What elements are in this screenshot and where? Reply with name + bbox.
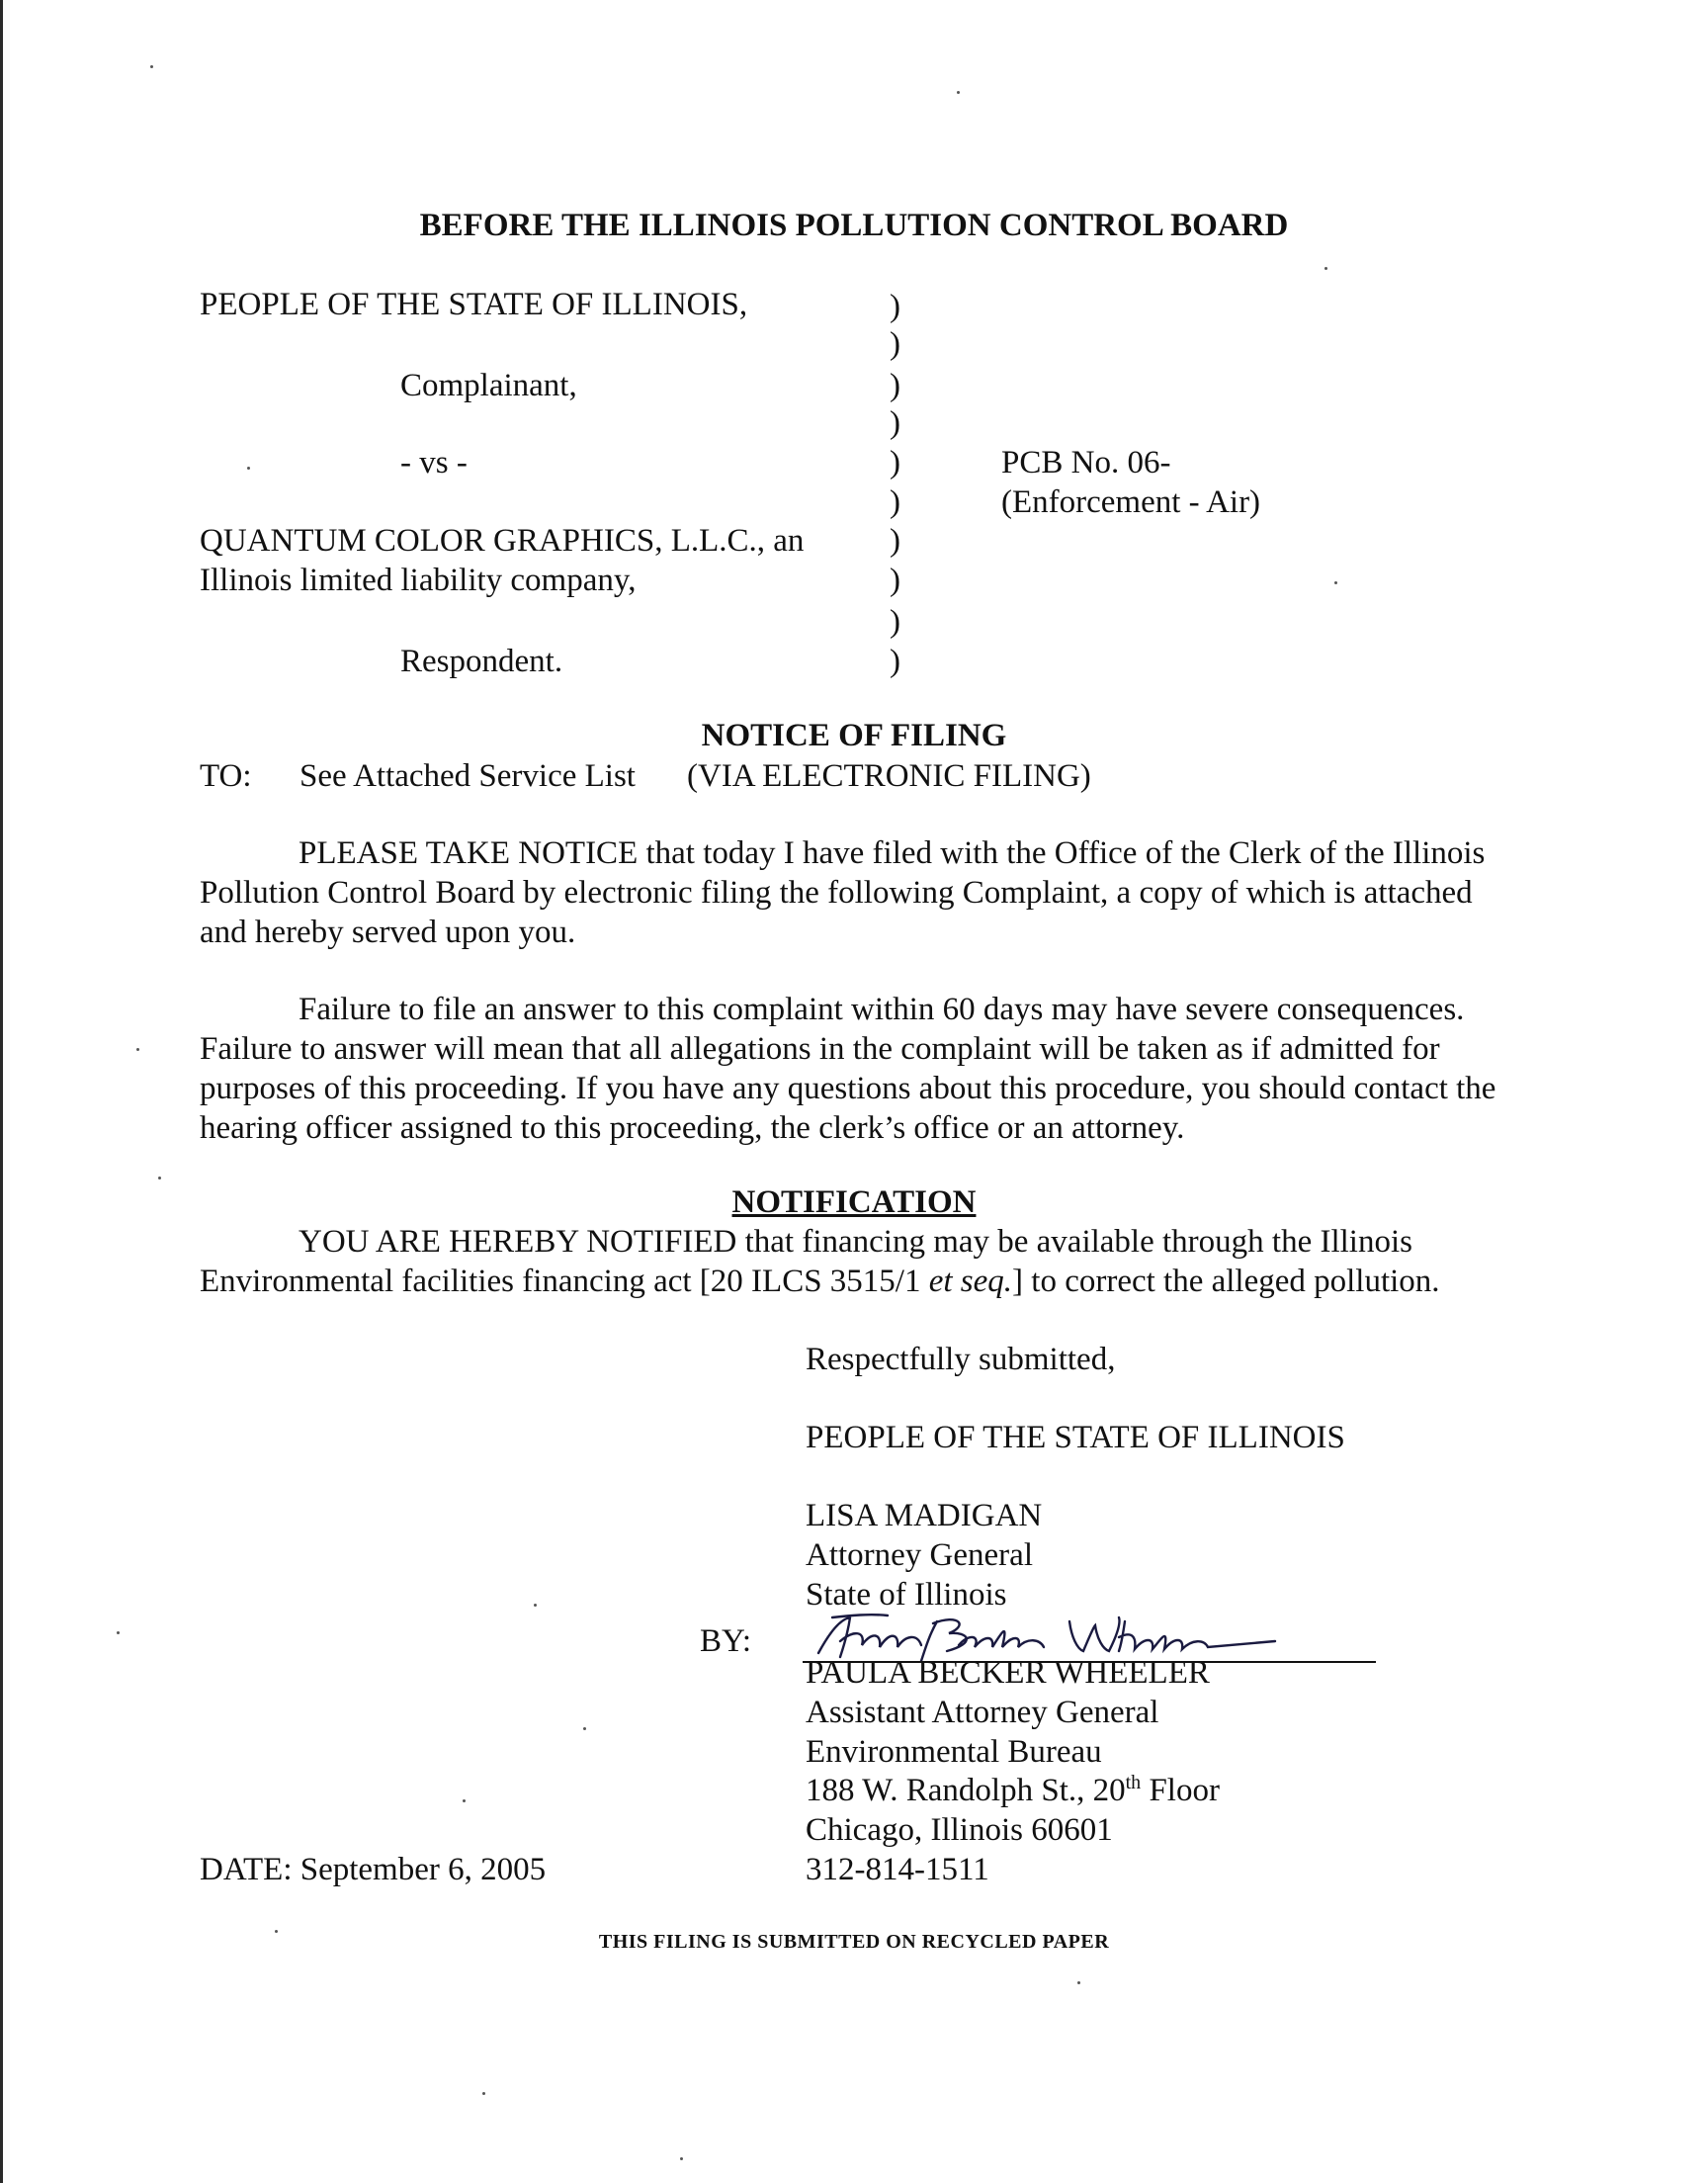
address-street-text: 188 W. Randolph St., 20	[806, 1773, 1126, 1808]
caption-paren: )	[890, 604, 900, 640]
to-value: See Attached Service List	[299, 758, 636, 794]
scan-speck	[247, 467, 250, 470]
notification-text-after: ] to correct the alleged pollution.	[1012, 1264, 1440, 1299]
notification-text-italic: et seq.	[928, 1264, 1013, 1299]
scan-speck	[482, 2092, 485, 2095]
caption-paren: )	[890, 368, 900, 403]
notice-paragraph-1	[200, 833, 1514, 952]
caption-paren: )	[890, 484, 900, 520]
scan-speck	[583, 1727, 586, 1730]
address-city: Chicago, Illinois 60601	[806, 1812, 1113, 1848]
scan-speck	[150, 65, 153, 68]
phone-number: 312-814-1511	[806, 1852, 989, 1887]
board-heading: BEFORE THE ILLINOIS POLLUTION CONTROL BOARD	[419, 208, 1289, 243]
filing-date: DATE: September 6, 2005	[200, 1852, 547, 1887]
scan-speck	[680, 2157, 683, 2160]
signer-name: PAULA BECKER WHEELER	[806, 1655, 1210, 1691]
caption-paren: )	[890, 326, 900, 362]
caption-paren: )	[890, 523, 900, 559]
notice-of-filing-title: NOTICE OF FILING	[701, 718, 1007, 753]
filing-method: (VIA ELECTRONIC FILING)	[687, 758, 1091, 794]
bureau-name: Environmental Bureau	[806, 1734, 1102, 1770]
scan-speck	[463, 1799, 466, 1802]
attorney-general-state: State of Illinois	[806, 1577, 1007, 1613]
notification-paragraph	[200, 1222, 1514, 1301]
attorney-general-title: Attorney General	[806, 1537, 1033, 1573]
plaintiff-name: PEOPLE OF THE STATE OF ILLINOIS,	[200, 287, 748, 322]
to-label: TO:	[200, 758, 252, 794]
caption-paren: )	[890, 563, 900, 598]
notice-paragraph-2-text: Failure to file an answer to this complaint within 60 days may have severe consequences. Failure to answer will mean that all allegations in the complaint will be taken as if admitted for purposes of this proceeding. If you have any questions about this procedure, you should contact the hearing officer assigned to this proceeding, the clerk’s office or an attorney.	[200, 992, 1496, 1146]
defendant-role: Respondent.	[400, 644, 563, 679]
caption-paren: )	[890, 644, 900, 679]
versus-label: - vs -	[400, 445, 468, 480]
address-floor: Floor	[1141, 1773, 1220, 1808]
closing: Respectfully submitted,	[806, 1342, 1116, 1377]
defendant-name-line2: Illinois limited liability company,	[200, 563, 637, 598]
by-label: BY:	[700, 1623, 751, 1659]
signer-title: Assistant Attorney General	[806, 1695, 1159, 1730]
address-street	[806, 1771, 1220, 1810]
case-type: (Enforcement - Air)	[1001, 484, 1261, 520]
caption-paren: )	[890, 405, 900, 441]
case-number: PCB No. 06-	[1001, 445, 1171, 480]
scan-speck	[158, 1177, 161, 1179]
notification-title: NOTIFICATION	[731, 1184, 977, 1220]
address-ordinal: th	[1125, 1772, 1142, 1793]
scan-speck	[275, 1930, 278, 1933]
scan-speck	[534, 1604, 537, 1607]
scan-edge	[0, 0, 3, 2183]
notice-paragraph-1-text: PLEASE TAKE NOTICE that today I have filed with the Office of the Clerk of the Illinois Pollution Control Board by electronic filing the following Complaint, a copy of which is attached and hereby served upon you.	[200, 835, 1486, 950]
party-name: PEOPLE OF THE STATE OF ILLINOIS	[806, 1420, 1345, 1455]
scan-speck	[117, 1631, 120, 1634]
scan-speck	[957, 91, 960, 94]
scan-speck	[1334, 581, 1337, 584]
scan-speck	[1324, 267, 1327, 270]
notification-text-before: YOU ARE HEREBY NOTIFIED that financing may be available through the Illinois Environmental facilities financing act [20 ILCS 3515/1	[200, 1224, 1412, 1299]
scan-speck	[1077, 1981, 1080, 1984]
caption-paren: )	[890, 289, 900, 324]
attorney-general-name: LISA MADIGAN	[806, 1498, 1043, 1533]
scan-speck	[136, 1048, 139, 1051]
caption-paren: )	[890, 445, 900, 480]
recycled-paper-note: THIS FILING IS SUBMITTED ON RECYCLED PAPER	[598, 1931, 1110, 1953]
defendant-name-line1: QUANTUM COLOR GRAPHICS, L.L.C., an	[200, 523, 805, 559]
plaintiff-role: Complainant,	[400, 368, 577, 403]
notice-paragraph-2	[200, 990, 1514, 1148]
